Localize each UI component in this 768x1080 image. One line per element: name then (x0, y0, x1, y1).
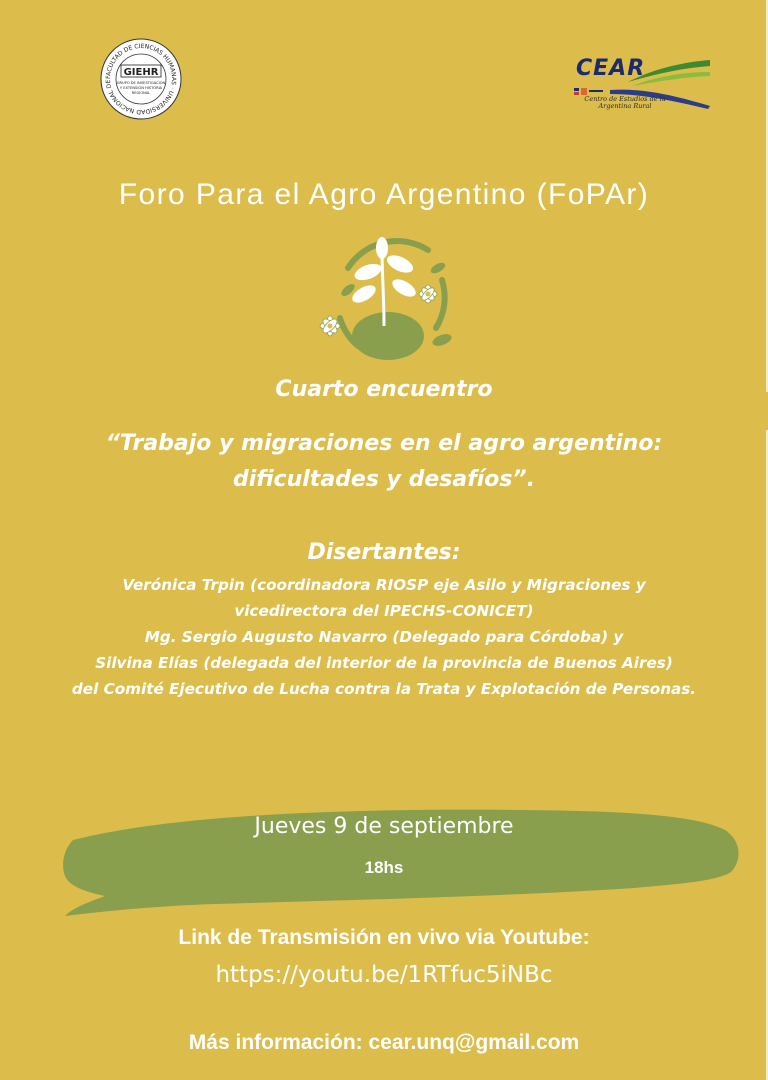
event-time: 18hs (364, 858, 404, 877)
encounter-label: Cuarto encuentro (275, 377, 493, 402)
speakers-heading: Disertantes: (307, 540, 461, 565)
giehr-subtitle-2: Y EXTENSIÓN HISTORIA (119, 86, 163, 90)
stream-label: Link de Transmisión en vivo via Youtube: (178, 926, 590, 949)
cear-acronym: CEAR (576, 56, 646, 81)
speakers-list (10, 572, 758, 702)
speaker-line: vicedirectora del IPECHS-CONICET) (234, 602, 534, 620)
topic-line: dificultades y desafíos”. (232, 467, 536, 492)
event-date: Jueves 9 de septiembre (254, 814, 514, 839)
cear-logo (570, 50, 720, 120)
giehr-logo (100, 38, 182, 120)
talk-topic (40, 426, 728, 498)
cear-subtitle (580, 96, 670, 110)
speaker-line: Silvina Elías (delegada del interior de la provincia de Buenos Aires) (95, 654, 673, 672)
forum-title: Foro Para el Agro Argentino (FoPAr) (118, 178, 650, 211)
giehr-ring-text: FACULTAD DE CIENCIAS HUMANAS · UNIVERSIDAD NACIONAL DE (104, 42, 178, 116)
speaker-line: Mg. Sergio Augusto Navarro (Delegado para Córdoba) y (144, 628, 624, 646)
contact-info: Más información: cear.unq@gmail.com (188, 1031, 580, 1054)
speaker-line: del Comité Ejecutivo de Lucha contra la Trata y Explotación de Personas. (71, 680, 697, 698)
youtube-link[interactable]: https://youtu.be/1RTfuc5iNBc (215, 962, 553, 988)
giehr-subtitle-3: REGIONAL (131, 91, 151, 95)
cear-subtitle-1: Centro de Estudios de la (584, 95, 666, 103)
speaker-line: Verónica Trpin (coordinadora RIOSP eje Asilo y Migraciones y (122, 576, 646, 594)
topic-line: “Trabajo y migraciones en el agro argentino: (105, 431, 663, 456)
cear-subtitle-2: Argentina Rural (598, 102, 652, 110)
giehr-acronym: GIEHR (123, 67, 159, 78)
plant-emblem-icon (318, 228, 460, 368)
giehr-subtitle-1: GRUPO DE INVESTIGACIÓN (116, 81, 166, 85)
